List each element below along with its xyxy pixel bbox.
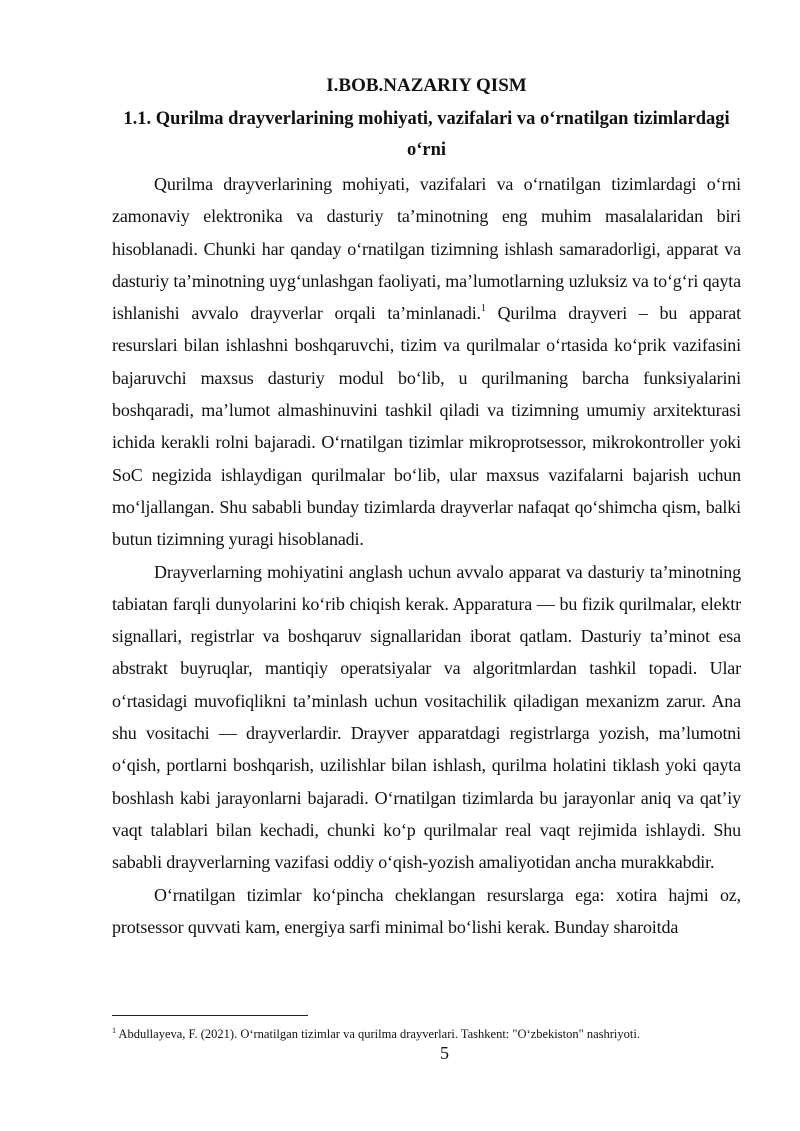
paragraph-2: Drayverlarning mohiyatini anglash uchun avvalo apparat va dasturiy ta’minotning tabiatan farqli dunyolarini ko‘rib chiqish kerak. Apparatura — bu fizik qurilmalar, elektr signallari, registrlar va boshqaruv signallaridan iborat qatlam. Dasturiy ta’minot esa abstrakt buyruqlar, mantiqiy operatsiyalar va algoritmlardan tashkil topadi. Ular o‘rtasidagi muvofiqlikni ta’minlash uchun vositachilik qiladigan mexanizm zarur. Ana shu vositachi — drayverlardir. Drayver apparatdagi registrlarga yozish, ma’lumotni o‘qish, portlarni boshqarish, uzilishlar bilan ishlash, qurilma holatini tiklash yoki qayta boshlash kabi jarayonlarni bajaradi. O‘rnatilgan tizimlarda bu jarayonlar aniq va qat’iy vaqt talablari bilan kechadi, chunki ko‘p qurilmalar real vaqt rejimida ishlaydi. Shu sababli drayverlarning vazifasi oddiy o‘qish-yozish amaliyotidan ancha murakkabdir. — [112, 561, 741, 873]
footnote-text: Abdullayeva, F. (2021). O‘rnatilgan tizimlar va qurilma drayverlari. Tashkent: "O‘zbekiston" nashriyoti. — [116, 1027, 640, 1041]
paragraph-1-text-b: Qurilma drayveri – bu apparat resurslari bilan ishlashni boshqaruvchi, tizim va qurilmalar o‘rtasida ko‘prik vazifasini bajaruvchi maxsus dasturiy modul bo‘lib, u qurilmaning barcha funksiyalarini boshqaradi, ma’lumot almashinuvini tashkil qiladi va tizimning umumiy arxitekturasi ichida kerakli rolni bajaradi. O‘rnatilgan tizimlar mikroprotsessor, mikrokontroller yoki SoC negizida ishlaydigan qurilmalar bo‘lib, ular maxsus vazifalarni bajarish uchun mo‘ljallangan. Shu sababli bunday tizimlarda drayverlar nafaqat qo‘shimcha qism, balki butun tizimning yuragi hisoblanadi. — [112, 303, 741, 550]
footnote — [112, 1026, 741, 1042]
footnote-divider — [112, 1015, 308, 1016]
chapter-title: I.BOB.NAZARIY QISM — [326, 75, 527, 96]
paragraph-1 — [112, 168, 741, 556]
section-title: 1.1. Qurilma drayverlarining mohiyati, vazifalari va o‘rnatilgan tizimlardagi o‘rni — [123, 109, 730, 160]
page-number: 5 — [440, 1043, 449, 1063]
footnote-reference: 1 — [480, 303, 486, 315]
paragraph-1-text-a: Qurilma drayverlarining mohiyati, vazifalari va o‘rnatilgan tizimlardagi o‘rni zamonaviy elektronika va dasturiy ta’minotning eng muhim masalalaridan biri hisoblanadi. Chunki har qanday o‘rnatilgan tizimning ishlash samaradorligi, apparat va dasturiy ta’minotning uyg‘unlashgan faoliyati, ma’lumotlarning uzluksiz va to‘g‘ri qayta ishlanishi avvalo drayverlar orqali ta’minlanadi. — [112, 174, 741, 324]
footnote-number: 1 — [112, 1026, 116, 1035]
body-text — [112, 168, 741, 943]
paragraph-3: O‘rnatilgan tizimlar ko‘pincha cheklangan resurslarga ega: xotira hajmi oz, protsessor quvvati kam, energiya sarfi minimal bo‘lishi kerak. Bunday sharoitda — [112, 884, 741, 937]
